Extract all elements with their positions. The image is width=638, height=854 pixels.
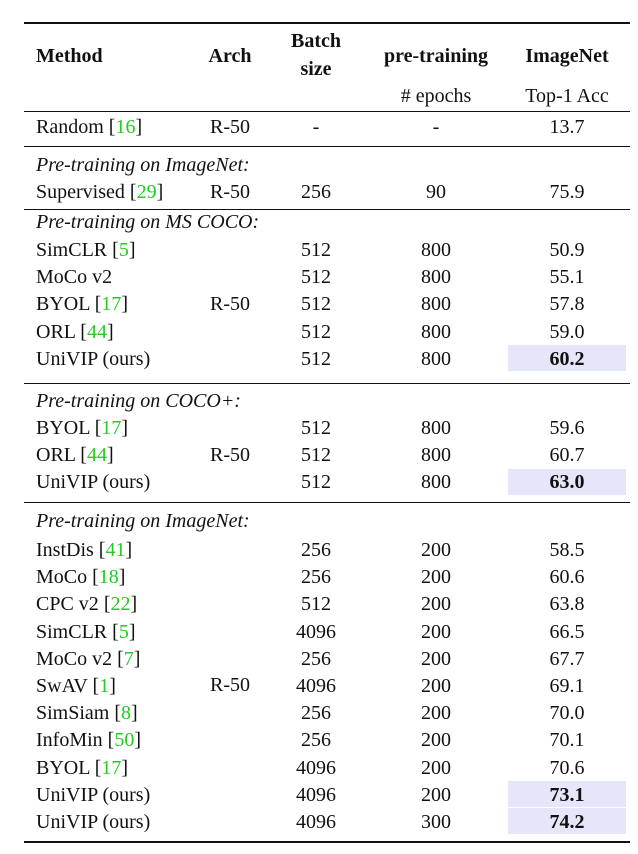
header-top1: Top-1 Acc bbox=[525, 85, 609, 107]
row-acc: 60.2 bbox=[549, 347, 585, 370]
row-epochs: 200 bbox=[421, 675, 451, 697]
row-method: MoCo v2 [7] bbox=[36, 647, 141, 670]
citation-link[interactable]: 17 bbox=[101, 756, 122, 779]
sec3-rule bbox=[24, 502, 630, 503]
citation-link[interactable]: 1 bbox=[99, 675, 110, 697]
sec4-arch: R-50 bbox=[210, 674, 250, 696]
row-method: MoCo [18] bbox=[36, 566, 126, 589]
header-pretraining: pre-training bbox=[383, 45, 489, 67]
row-method: SimCLR [5] bbox=[36, 239, 136, 261]
row-method: ORL [44] bbox=[36, 444, 114, 466]
random-method: Random [16] bbox=[36, 116, 143, 138]
row-batch: 4096 bbox=[296, 811, 336, 833]
row-method: BYOL [17] bbox=[36, 293, 129, 316]
sec1-method: Supervised [29] bbox=[36, 181, 164, 203]
citation-link[interactable]: 17 bbox=[101, 417, 122, 439]
row-epochs: 300 bbox=[421, 811, 451, 833]
citation-link[interactable]: 5 bbox=[118, 620, 129, 643]
sec1-arch: R-50 bbox=[210, 181, 250, 203]
citation-link[interactable]: 44 bbox=[86, 444, 107, 466]
row-acc: 55.1 bbox=[549, 266, 585, 289]
sec1-batch: 256 bbox=[301, 181, 331, 203]
row-epochs: 800 bbox=[421, 239, 451, 261]
row-method: InstDis [41] bbox=[36, 539, 133, 561]
row-batch: 512 bbox=[301, 417, 331, 439]
row-batch: 256 bbox=[301, 729, 331, 752]
row-acc: 59.0 bbox=[549, 320, 585, 343]
row-method: BYOL [17] bbox=[36, 756, 129, 779]
row-acc: 60.6 bbox=[549, 566, 585, 589]
row-batch: 256 bbox=[301, 647, 331, 670]
row-epochs: 800 bbox=[421, 347, 451, 370]
row-epochs: 200 bbox=[421, 783, 451, 806]
sec3-arch: R-50 bbox=[210, 444, 250, 466]
row-batch: 512 bbox=[301, 471, 331, 493]
random-epochs: - bbox=[432, 116, 440, 138]
citation-link[interactable]: 5 bbox=[118, 239, 129, 261]
row-acc: 74.2 bbox=[549, 811, 585, 833]
sec3-title: Pre-training on COCO+: bbox=[36, 390, 241, 412]
citation-link[interactable]: 29 bbox=[136, 181, 157, 203]
sec2-arch: R-50 bbox=[210, 293, 250, 315]
row-batch: 4096 bbox=[296, 756, 336, 779]
random-arch: R-50 bbox=[210, 116, 250, 138]
row-acc: 70.0 bbox=[549, 702, 585, 725]
sec1-epochs: 90 bbox=[426, 181, 446, 203]
row-acc: 50.9 bbox=[549, 239, 585, 261]
row-acc: 57.8 bbox=[549, 293, 585, 316]
row-batch: 256 bbox=[301, 702, 331, 725]
citation-link[interactable]: 17 bbox=[101, 293, 122, 316]
row-acc: 59.6 bbox=[549, 417, 585, 439]
row-acc: 67.7 bbox=[549, 647, 585, 670]
bottom-rule bbox=[24, 841, 630, 843]
row-method: BYOL [17] bbox=[36, 417, 129, 439]
row-acc: 58.5 bbox=[549, 539, 585, 561]
row-batch: 512 bbox=[301, 444, 331, 466]
row-acc: 70.6 bbox=[549, 756, 585, 779]
sec2-rule bbox=[24, 383, 630, 384]
row-epochs: 800 bbox=[421, 293, 451, 316]
row-epochs: 800 bbox=[421, 266, 451, 289]
row-epochs: 200 bbox=[421, 593, 451, 616]
row-method: UniVIP (ours) bbox=[36, 811, 151, 833]
sec1-title: Pre-training on ImageNet: bbox=[36, 154, 250, 176]
row-epochs: 200 bbox=[421, 566, 451, 589]
citation-link[interactable]: 50 bbox=[114, 729, 135, 752]
row-epochs: 800 bbox=[421, 444, 451, 466]
row-epochs: 200 bbox=[421, 756, 451, 779]
sec4-title: Pre-training on ImageNet: bbox=[36, 510, 250, 532]
random-acc: 13.7 bbox=[549, 116, 585, 138]
row-method: CPC v2 [22] bbox=[36, 593, 138, 616]
header-rule bbox=[24, 111, 630, 112]
row-epochs: 800 bbox=[421, 471, 451, 493]
row-method: SimSiam [8] bbox=[36, 702, 138, 725]
row-batch: 4096 bbox=[296, 620, 336, 643]
row-method: SwAV [1] bbox=[36, 675, 116, 697]
header-method: Method bbox=[36, 45, 103, 67]
row-batch: 4096 bbox=[296, 675, 336, 697]
header-epochs: # epochs bbox=[400, 85, 472, 107]
row-epochs: 200 bbox=[421, 647, 451, 670]
row-method: MoCo v2 bbox=[36, 266, 113, 289]
sec1-acc: 75.9 bbox=[549, 181, 585, 203]
sec2-title: Pre-training on MS COCO: bbox=[36, 211, 260, 233]
header-imagenet: ImageNet bbox=[525, 45, 609, 67]
row-batch: 512 bbox=[301, 293, 331, 316]
row-batch: 512 bbox=[301, 593, 331, 616]
row-batch: 256 bbox=[301, 539, 331, 561]
row-method: SimCLR [5] bbox=[36, 620, 136, 643]
row-batch: 256 bbox=[301, 566, 331, 589]
row-epochs: 200 bbox=[421, 539, 451, 561]
row-acc: 63.0 bbox=[549, 471, 585, 493]
citation-link[interactable]: 44 bbox=[86, 320, 107, 343]
row-epochs: 200 bbox=[421, 729, 451, 752]
citation-link[interactable]: 8 bbox=[121, 702, 132, 725]
row-acc: 70.1 bbox=[549, 729, 585, 752]
row-acc: 60.7 bbox=[549, 444, 585, 466]
row-acc: 66.5 bbox=[549, 620, 585, 643]
row-batch: 512 bbox=[301, 347, 331, 370]
row-method: ORL [44] bbox=[36, 320, 114, 343]
row-method: UniVIP (ours) bbox=[36, 471, 151, 493]
row-method: InfoMin [50] bbox=[36, 729, 142, 752]
row-batch: 512 bbox=[301, 239, 331, 261]
row-batch: 4096 bbox=[296, 783, 336, 806]
row-epochs: 800 bbox=[421, 320, 451, 343]
row-method: UniVIP (ours) bbox=[36, 347, 151, 370]
row-epochs: 200 bbox=[421, 620, 451, 643]
citation-link[interactable]: 22 bbox=[110, 593, 131, 616]
row-acc: 69.1 bbox=[549, 675, 585, 697]
top-rule bbox=[24, 22, 630, 24]
citation-link[interactable]: 18 bbox=[98, 566, 119, 589]
row-method: UniVIP (ours) bbox=[36, 783, 151, 806]
header-batch-line1: Batch bbox=[291, 30, 341, 52]
row-epochs: 200 bbox=[421, 702, 451, 725]
random-batch: - bbox=[312, 116, 320, 138]
citation-link[interactable]: 7 bbox=[123, 647, 134, 670]
header-arch: Arch bbox=[208, 45, 252, 67]
header-batch-line2: size bbox=[300, 58, 332, 80]
row-acc: 63.8 bbox=[549, 593, 585, 616]
citation-link[interactable]: 41 bbox=[105, 539, 126, 561]
random-rule bbox=[24, 146, 630, 147]
row-epochs: 800 bbox=[421, 417, 451, 439]
row-acc: 73.1 bbox=[549, 783, 585, 806]
row-batch: 512 bbox=[301, 320, 331, 343]
row-batch: 512 bbox=[301, 266, 331, 289]
citation-link[interactable]: 16 bbox=[115, 116, 136, 138]
